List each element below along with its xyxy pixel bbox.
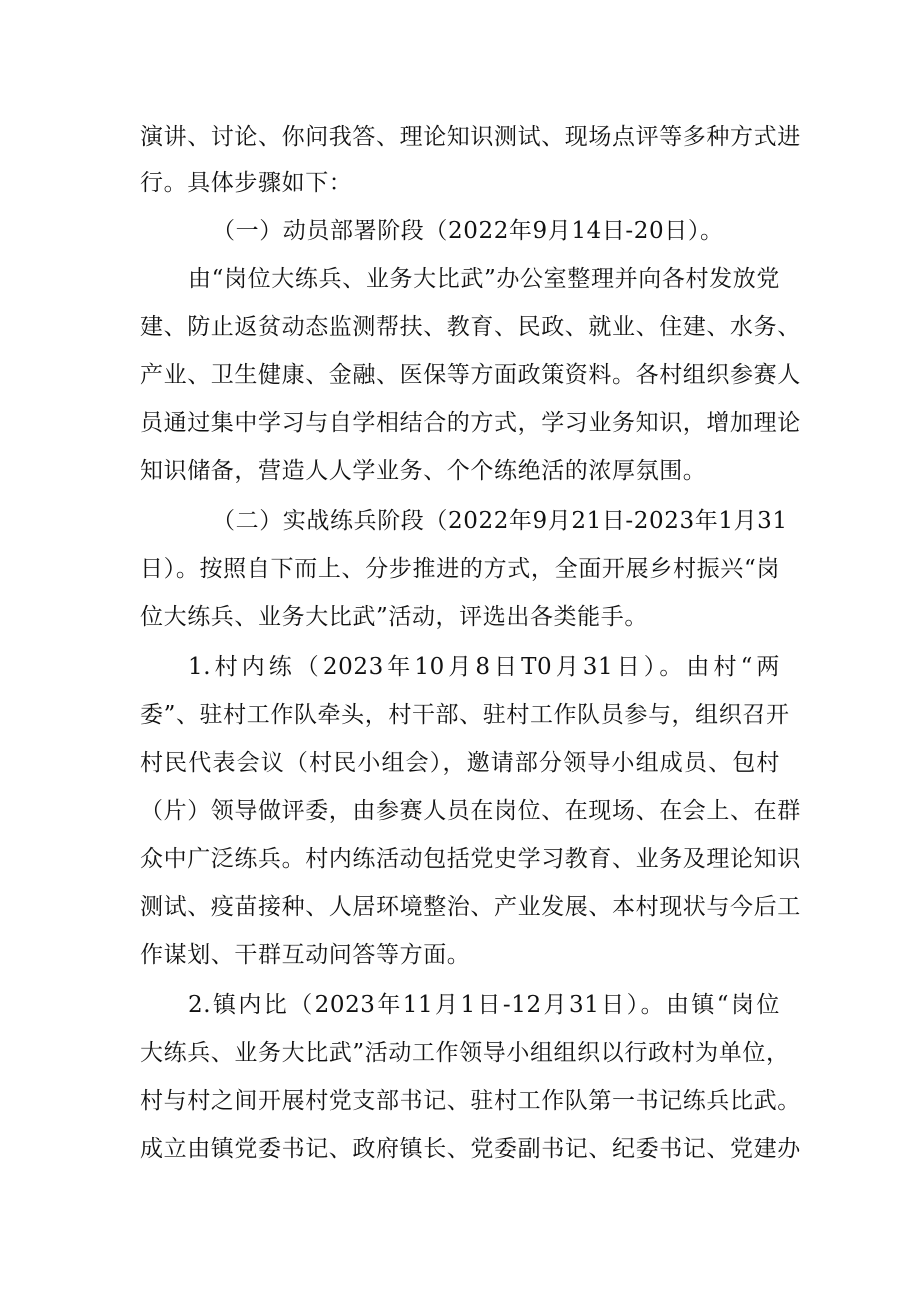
text-line-1: 演讲、讨论、你问我答、理论知识测试、现场点评等多种方式进 (140, 124, 801, 150)
text-line-22: 成立由镇党委书记、政府镇长、党委副书记、纪委书记、党建办 (140, 1136, 801, 1162)
text-line-2: 行。具体步骤如下： (140, 170, 353, 196)
section-heading-2: （二）实战练兵阶段（2022年9月21日-2023年1月31 (212, 508, 788, 534)
text-line-21: 村与村之间开展村党支部书记、驻村工作队第一书记练兵比武。 (140, 1088, 801, 1114)
text-line-12: 1.村内练（2023年10月8日T0月31日）。由村“两 (188, 654, 780, 680)
text-line-19: 2.镇内比（2023年11月1日-12月31日）。由镇“岗位 (188, 992, 780, 1018)
text-line-10: 日）。按照自下而上、分步推进的方式，全面开展乡村振兴“岗 (140, 556, 780, 582)
text-line-14: 村民代表会议（村民小组会），邀请部分领导小组成员、包村 (140, 750, 780, 776)
text-line-6: 产业、卫生健康、金融、医保等方面政策资料。各村组织参赛人 (140, 362, 801, 388)
text-line-18: 作谋划、干群互动问答等方面。 (140, 942, 471, 968)
text-line-5: 建、防止返贫动态监测帮扶、教育、民政、就业、住建、水务、 (140, 314, 801, 340)
text-line-15: （片）领导做评委，由参赛人员在岗位、在现场、在会上、在群 (140, 798, 801, 824)
text-line-4: 由“岗位大练兵、业务大比武”办公室整理并向各村发放党 (188, 266, 780, 292)
text-line-11: 位大练兵、业务大比武”活动，评选出各类能手。 (140, 604, 648, 630)
text-line-13: 委”、驻村工作队牵头，村干部、驻村工作队员参与，组织召开 (140, 702, 790, 728)
text-line-7: 员通过集中学习与自学相结合的方式，学习业务知识，增加理论 (140, 410, 801, 436)
section-heading-1: （一）动员部署阶段（2022年9月14日-20日）。 (212, 218, 724, 244)
text-line-8: 知识储备，营造人人学业务、个个练绝活的浓厚氛围。 (140, 458, 707, 484)
text-line-17: 测试、疫苗接种、人居环境整治、产业发展、本村现状与今后工 (140, 894, 801, 920)
text-line-16: 众中广泛练兵。村内练活动包括党史学习教育、业务及理论知识 (140, 846, 801, 872)
text-line-20: 大练兵、业务大比武”活动工作领导小组组织以行政村为单位， (140, 1040, 790, 1066)
